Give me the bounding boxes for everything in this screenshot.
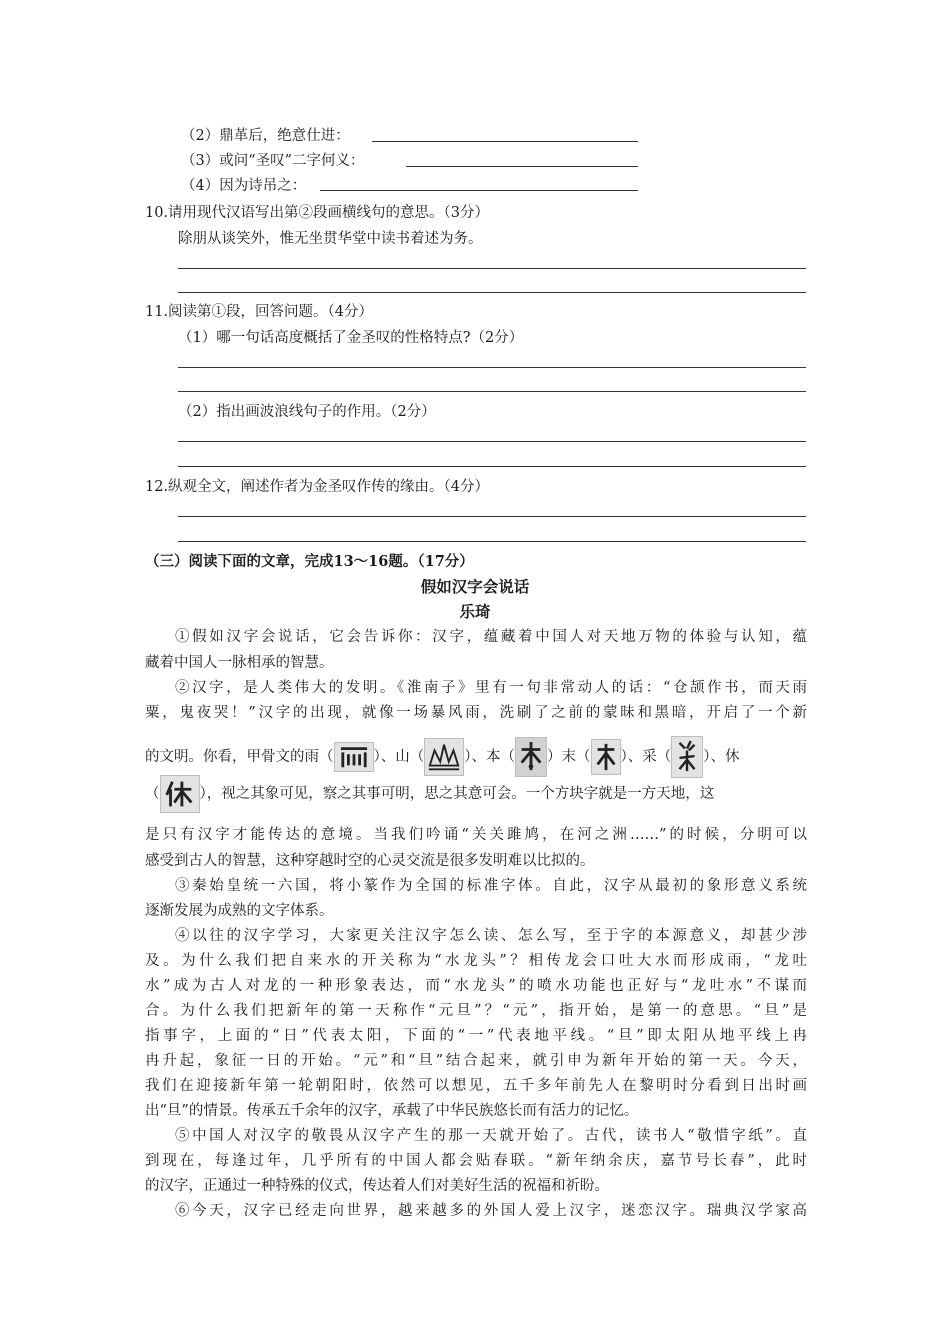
answer-line[interactable] [178, 541, 806, 542]
paragraph-2-line: 是只有汉字才能传达的意境。当我们吟诵“关关雎鸠，在河之洲……”的时候，分明可以 [145, 827, 807, 843]
answer-line[interactable] [406, 166, 638, 167]
answer-line[interactable] [178, 292, 806, 293]
oracle-mountain-icon [424, 738, 464, 776]
question-11: 11.阅读第①段，回答问题。（4分） [145, 304, 374, 320]
oracle-rain-icon [334, 742, 374, 772]
paragraph-5-line: 到现在，每逢过年，几乎所有的中国人都会贴春联。“新年纳余庆，嘉节号长春”，此时 [145, 1153, 807, 1169]
paragraph-3-line: ③秦始皇统一六国，将小篆作为全国的标准字体。自此，汉字从最初的象形意义系统 [175, 878, 807, 894]
oracle-mo-icon [591, 739, 621, 775]
paragraph-3-line: 逐渐发展为成熟的文字体系。 [145, 903, 334, 919]
q11-item-1: （1）哪一句话高度概括了金圣叹的性格特点?（2分） [178, 330, 524, 346]
answer-line[interactable] [320, 190, 638, 191]
section-heading: （三）阅读下面的文章，完成13～16题。（17分） [145, 553, 474, 570]
q11-item-2: （2）指出画波浪线句子的作用。（2分） [178, 404, 436, 420]
oracle-glyph-line: 的文明。你看，甲骨文的雨（ ）、山（ ）、本（ ）末（ ）、采（ ）、休 [145, 736, 740, 778]
article-title: 假如汉字会说话 [420, 577, 530, 596]
answer-line[interactable] [178, 441, 806, 442]
paragraph-4-line: 水”成为古人对龙的一种形象表达，而“水龙头”的喷水功能也正好与“龙吐水”不谋而 [145, 978, 807, 994]
paragraph-2-line: ②汉字，是人类伟大的发明。《淮南子》里有一句非常动人的话：“仓颉作书，而天雨 [175, 680, 807, 696]
answer-line[interactable] [178, 466, 806, 467]
article-author: 乐琦 [459, 602, 491, 621]
q9-item-2: （2）鼎革后，绝意仕进： [181, 128, 350, 144]
paragraph-2-line: 感受到古人的智慧，这种穿越时空的心灵交流是很多发明难以比拟的。 [145, 853, 595, 869]
oracle-glyph-line: （ ），视之其象可见，察之其事可明，思之其意可会。一个方块字就是一方天地，这 [145, 775, 714, 813]
paragraph-4-line: ④以往的汉字学习，大家更关注汉字怎么读、怎么写，至于字的本源意义，却甚少涉 [175, 928, 807, 944]
paragraph-4-line: 冉升起，象征一日的开始。“元”和“旦”结合起来，就引申为新年开始的第一天。今天， [145, 1053, 807, 1069]
paragraph-4-line: 指事字，上面的“日”代表太阳，下面的“一”代表地平线。“旦”即太阳从地平线上冉 [145, 1028, 807, 1044]
q9-item-4: （4）因为诗吊之： [181, 178, 307, 194]
question-12: 12.纵观全文，阐述作者为金圣叹作传的缘由。（4分） [145, 479, 490, 495]
paragraph-4-line: 及。为什么我们把自来水的开关称为“水龙头”？相传龙会口吐大水而形成雨，“龙吐 [145, 953, 807, 969]
answer-line[interactable] [178, 516, 806, 517]
paragraph-5-line: ⑤中国人对汉字的敬畏从汉字产生的那一天就开始了。古代，读书人“敬惜字纸”。直 [175, 1128, 807, 1144]
oracle-xiu-icon [160, 775, 200, 813]
q10-sentence: 除朋从谈笑外，惟无坐贯华堂中读书着述为务。 [178, 231, 483, 247]
oracle-ben-icon [515, 737, 547, 777]
answer-line[interactable] [372, 141, 638, 142]
answer-line[interactable] [178, 367, 806, 368]
paragraph-2-line: 粟，鬼夜哭！”汉字的出现，就像一场暴风雨，洗刷了之前的蒙昧和黑暗，开启了一个新 [145, 705, 807, 721]
question-10: 10.请用现代汉语写出第②段画横线句的意思。（3分） [145, 205, 490, 221]
paragraph-4-line: 我们在迎接新年第一轮朝阳时，依然可以想见，五千多年前先人在黎明时分看到日出时画 [145, 1078, 807, 1094]
answer-line[interactable] [178, 391, 806, 392]
q9-item-3: （3）或问“圣叹”二字何义： [181, 153, 365, 169]
paragraph-4-line: 合。为什么我们把新年的第一天称作“元旦”？“元”，指开始，是第一的意思。“旦”是 [145, 1003, 807, 1019]
answer-line[interactable] [178, 268, 806, 269]
paragraph-1-line: 藏着中国人一脉相承的智慧。 [145, 655, 334, 671]
paragraph-4-line: 出“旦”的情景。传承五千余年的汉字，承载了中华民族悠长而有活力的记忆。 [145, 1103, 639, 1119]
paragraph-5-line: 的汉字，正通过一种特殊的仪式，传达着人们对美好生活的祝福和祈盼。 [145, 1178, 609, 1194]
paragraph-6-line: ⑥今天，汉字已经走向世界，越来越多的外国人爱上汉字，迷恋汉字。瑞典汉学家高 [175, 1203, 807, 1219]
paragraph-1-line: ①假如汉字会说话，它会告诉你：汉字，蕴藏着中国人对天地万物的体验与认知，蕴 [175, 629, 807, 645]
oracle-cai-icon [671, 736, 703, 778]
